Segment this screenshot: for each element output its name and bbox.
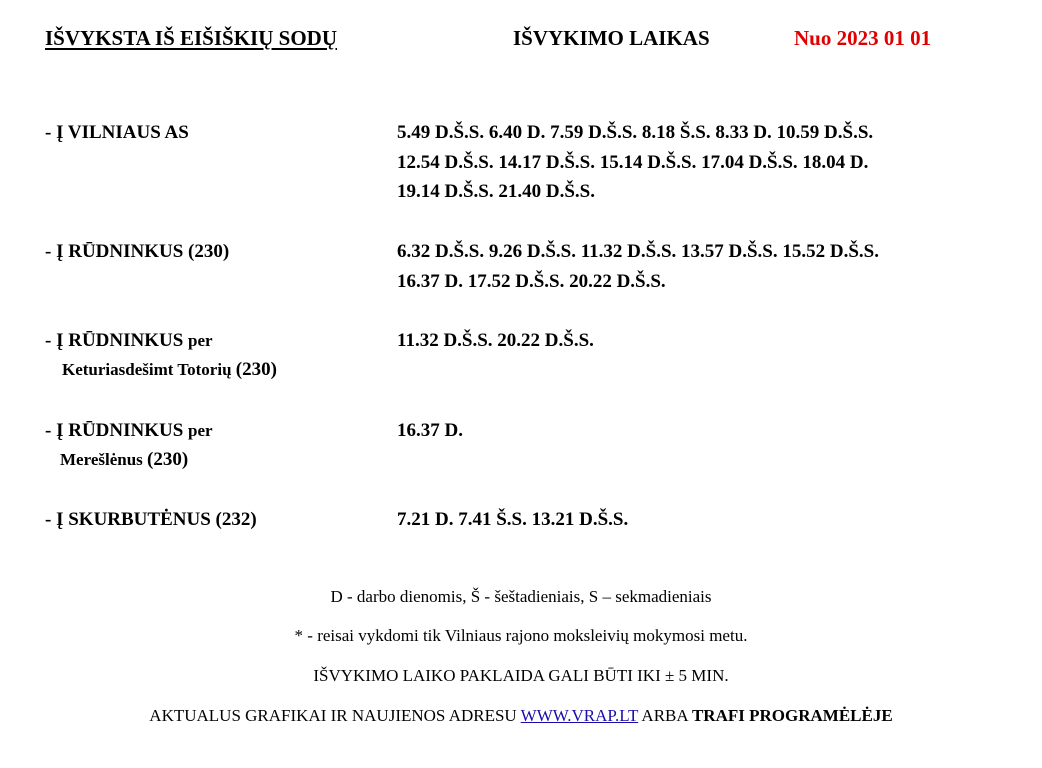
times-line: 11.32 D.Š.S. 20.22 D.Š.S.	[397, 330, 594, 351]
header	[0, 26, 1042, 56]
destination-label: - Į RŪDNINKUS	[45, 420, 184, 441]
destination-label: - Į RŪDNINKUS	[45, 330, 184, 351]
times-line: 12.54 D.Š.S. 14.17 D.Š.S. 15.14 D.Š.S. 17.04 D.Š.S. 18.04 D.	[397, 151, 869, 173]
route-times	[397, 237, 997, 296]
info-middle: ARBA	[641, 706, 688, 725]
times-line: 16.37 D. 17.52 D.Š.S. 20.22 D.Š.S.	[397, 270, 666, 292]
effective-date: Nuo 2023 01 01	[794, 26, 932, 50]
route-times	[397, 505, 997, 535]
route-destination	[45, 505, 390, 534]
route-destination	[45, 118, 390, 147]
route-destination	[45, 237, 390, 266]
trafi-app-label: TRAFI PROGRAMĖLĖJE	[691, 706, 893, 725]
destination-label: - Į VILNIAUS AS	[45, 122, 189, 143]
departure-time-label: IŠVYKIMO LAIKAS	[513, 26, 710, 50]
destination-label: - Į SKURBUTĖNUS (232)	[45, 509, 257, 530]
via-word: per	[188, 331, 213, 350]
star-note-line: * - reisai vykdomi tik Vilniaus rajono moksleivių mokymosi metu.	[294, 626, 748, 645]
info-prefix: AKTUALUS GRAFIKAI IR NAUJIENOS ADRESU	[149, 706, 517, 725]
route-destination	[45, 416, 390, 475]
route-times	[397, 416, 997, 446]
route-times	[397, 118, 997, 207]
destination-label: - Į RŪDNINKUS (230)	[45, 241, 230, 262]
times-line: 16.37 D.	[397, 420, 463, 441]
info-line	[0, 706, 1042, 726]
via-place: Merešlėnus	[60, 450, 143, 469]
vrap-link[interactable]: WWW.VRAP.LT	[520, 706, 639, 725]
times-line: 5.49 D.Š.S. 6.40 D. 7.59 D.Š.S. 8.18 Š.S. 8.33 D. 10.59 D.Š.S.	[397, 122, 874, 143]
tolerance-note	[0, 666, 1042, 686]
legend-text	[0, 587, 1042, 607]
route-times	[397, 326, 997, 356]
route-number: (230)	[235, 359, 277, 380]
page-title: IŠVYKSTA IŠ EIŠIŠKIŲ SODŲ	[45, 26, 337, 50]
route-number: (230)	[147, 449, 189, 470]
tolerance-line: IŠVYKIMO LAIKO PAKLAIDA GALI BŪTI IKI ± 5 MIN.	[313, 666, 729, 685]
via-line	[45, 445, 390, 475]
route-destination	[45, 326, 390, 385]
star-note	[0, 626, 1042, 646]
via-word: per	[188, 421, 213, 440]
via-line	[45, 355, 390, 385]
times-line: 19.14 D.Š.S. 21.40 D.Š.S.	[397, 181, 595, 202]
via-place: Keturiasdešimt Totorių	[62, 360, 232, 379]
times-line: 6.32 D.Š.S. 9.26 D.Š.S. 11.32 D.Š.S. 13.57 D.Š.S. 15.52 D.Š.S.	[397, 241, 879, 262]
legend-line: D - darbo dienomis, Š - šeštadieniais, S – sekmadieniais	[330, 587, 712, 606]
times-line: 7.21 D. 7.41 Š.S. 13.21 D.Š.S.	[397, 509, 629, 530]
